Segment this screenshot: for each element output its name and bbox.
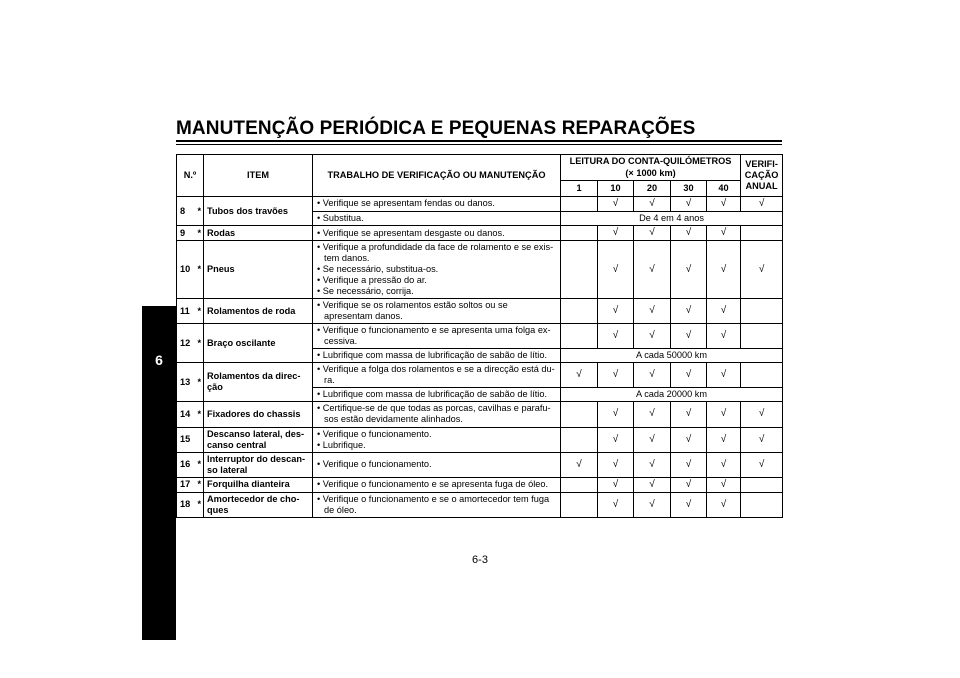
work-line-text: Verifique se os rolamentos estão soltos ou se apresentam danos.	[322, 300, 508, 322]
annual-check-cell	[741, 299, 783, 324]
annual-check-cell	[741, 226, 783, 241]
check-cell: √	[707, 427, 741, 452]
bullet-icon: •	[317, 389, 323, 400]
table-row	[177, 427, 783, 452]
row-star: *	[195, 477, 204, 492]
work-line	[316, 275, 557, 286]
check-cell	[561, 197, 598, 212]
work-line-text: Lubrifique com massa de lubrificação de sabão de lítio.	[322, 389, 547, 400]
check-cell	[561, 402, 598, 427]
row-work	[313, 363, 561, 388]
row-item: Rolamentos de roda	[204, 299, 313, 324]
work-line-text: Verifique a folga dos rolamentos e se a direcção está du-ra.	[322, 364, 555, 386]
maintenance-table	[176, 154, 783, 518]
check-cell: √	[598, 363, 634, 388]
check-cell: √	[671, 226, 707, 241]
row-item: Interruptor do descan-so lateral	[204, 452, 313, 477]
row-number: 10	[177, 241, 195, 299]
work-line-text: Verifique o funcionamento.	[322, 428, 432, 439]
check-cell: √	[707, 492, 741, 517]
row-number: 13	[177, 363, 195, 402]
row-work	[313, 477, 561, 492]
work-line-text: Certifique-se de que todas as porcas, cavilhas e parafu-sos estão devidamente alinhados.	[322, 403, 551, 425]
check-cell: √	[561, 363, 598, 388]
check-cell: √	[634, 241, 671, 299]
header-odometer	[561, 155, 741, 181]
work-line-text: Verifique se apresentam fendas ou danos.	[322, 198, 495, 209]
check-cell: √	[671, 197, 707, 212]
row-work	[313, 241, 561, 299]
bullet-icon: •	[317, 403, 323, 414]
annual-check-cell: √	[741, 452, 783, 477]
check-cell	[561, 324, 598, 349]
row-work	[313, 427, 561, 452]
work-line-text: Verifique o funcionamento e se apresenta fuga de óleo.	[322, 479, 549, 490]
check-cell: √	[707, 299, 741, 324]
row-number: 9	[177, 226, 195, 241]
title-rule-thin	[176, 144, 782, 145]
row-star: *	[195, 492, 204, 517]
annual-check-cell	[741, 363, 783, 388]
check-cell	[561, 492, 598, 517]
row-item: Descanso lateral, des-canso central	[204, 427, 313, 452]
check-cell	[561, 299, 598, 324]
check-cell	[561, 226, 598, 241]
check-cell: √	[707, 226, 741, 241]
check-cell: √	[598, 299, 634, 324]
work-line	[316, 389, 557, 400]
work-line-text: Substitua.	[322, 213, 364, 223]
row-item: Braço oscilante	[204, 324, 313, 363]
annual-check-cell: √	[741, 402, 783, 427]
header-odometer-line2: (× 1000 km)	[625, 167, 676, 178]
row-work	[313, 324, 561, 349]
chapter-number: 6	[155, 352, 163, 368]
work-line-text: Lubrifique com massa de lubrificação de sabão de lítio.	[322, 350, 547, 361]
header-interval: 40	[707, 181, 741, 197]
header-annual-check: VERIFI- CAÇÃO ANUAL	[741, 155, 783, 197]
check-cell: √	[598, 427, 634, 452]
check-cell: √	[634, 427, 671, 452]
annual-check-cell: √	[741, 427, 783, 452]
annual-check-cell	[741, 324, 783, 349]
bullet-icon: •	[317, 213, 323, 223]
title-rule	[176, 140, 782, 142]
check-cell: √	[707, 402, 741, 427]
header-interval: 20	[634, 181, 671, 197]
row-number: 15	[177, 427, 195, 452]
bullet-icon: •	[317, 300, 323, 311]
check-cell: √	[598, 324, 634, 349]
row-star: *	[195, 452, 204, 477]
bullet-icon: •	[317, 286, 323, 297]
work-line-text: Se necessário, substitua-os.	[322, 264, 439, 275]
bullet-icon: •	[317, 227, 323, 238]
row-work	[313, 197, 561, 212]
work-line	[316, 459, 557, 470]
row-work	[313, 388, 561, 402]
row-work	[313, 452, 561, 477]
work-line	[316, 429, 557, 440]
row-star: *	[195, 197, 204, 226]
work-line-text: Verifique a pressão do ar.	[322, 275, 427, 286]
check-cell: √	[707, 197, 741, 212]
row-item: Forquilha dianteira	[204, 477, 313, 492]
table-row	[177, 299, 783, 324]
check-cell: √	[671, 477, 707, 492]
check-cell: √	[671, 402, 707, 427]
work-line	[316, 198, 557, 209]
annual-check-cell: √	[741, 241, 783, 299]
work-line-text: Verifique o funcionamento.	[322, 459, 432, 470]
chapter-tab	[142, 306, 176, 640]
work-line	[316, 213, 557, 224]
work-line	[316, 440, 557, 451]
table-row	[177, 452, 783, 477]
row-item: Rodas	[204, 226, 313, 241]
check-cell	[561, 241, 598, 299]
row-star: *	[195, 363, 204, 402]
row-work	[313, 226, 561, 241]
row-number: 12	[177, 324, 195, 363]
row-number: 14	[177, 402, 195, 427]
check-cell: √	[707, 477, 741, 492]
check-cell: √	[634, 324, 671, 349]
table-row	[177, 241, 783, 299]
work-line	[316, 286, 557, 297]
check-cell: √	[598, 197, 634, 212]
row-star: *	[195, 241, 204, 299]
annual-check-cell: √	[741, 197, 783, 212]
check-cell: √	[634, 197, 671, 212]
row-work	[313, 349, 561, 363]
table-row	[177, 492, 783, 517]
work-line	[316, 479, 557, 490]
check-cell: √	[634, 477, 671, 492]
row-star: *	[195, 324, 204, 363]
check-cell: √	[598, 492, 634, 517]
annual-check-cell	[741, 477, 783, 492]
row-item: Rolamentos da direc-ção	[204, 363, 313, 402]
table-row	[177, 324, 783, 349]
table-row	[177, 226, 783, 241]
check-cell: √	[671, 363, 707, 388]
work-line-text: Verifique o funcionamento e se o amortecedor tem fuga de óleo.	[322, 493, 550, 515]
annual-check-cell	[741, 492, 783, 517]
work-line	[316, 364, 557, 386]
header-no: N.º	[177, 155, 204, 197]
row-work	[313, 212, 561, 226]
header-odometer-line1: LEITURA DO CONTA-QUILÓMETROS	[569, 156, 732, 167]
row-number: 8	[177, 197, 195, 226]
header-interval: 10	[598, 181, 634, 197]
check-cell: √	[671, 492, 707, 517]
check-cell	[561, 477, 598, 492]
row-star: *	[195, 402, 204, 427]
work-line-text: Lubrifique.	[322, 439, 366, 450]
bullet-icon: •	[317, 493, 323, 504]
work-line	[316, 494, 557, 516]
bullet-icon: •	[317, 264, 323, 275]
bullet-icon: •	[317, 459, 323, 470]
check-cell: √	[634, 452, 671, 477]
row-star: *	[195, 226, 204, 241]
table-row	[177, 477, 783, 492]
work-line-text: Verifique se apresentam desgaste ou danos.	[322, 227, 505, 238]
table-row	[177, 197, 783, 212]
work-line	[316, 300, 557, 322]
row-number: 18	[177, 492, 195, 517]
work-line	[316, 264, 557, 275]
bullet-icon: •	[317, 242, 323, 253]
check-cell: √	[598, 477, 634, 492]
check-cell: √	[707, 241, 741, 299]
header-work: TRABALHO DE VERIFICAÇÃO OU MANUTENÇÃO	[313, 155, 561, 197]
interval-span: A cada 50000 km	[561, 349, 783, 363]
bullet-icon: •	[317, 428, 323, 439]
bullet-icon: •	[317, 479, 323, 490]
bullet-icon: •	[317, 364, 323, 375]
check-cell: √	[634, 402, 671, 427]
row-work	[313, 492, 561, 517]
row-star	[195, 427, 204, 452]
row-number: 17	[177, 477, 195, 492]
row-item: Amortecedor de cho-ques	[204, 492, 313, 517]
check-cell: √	[671, 241, 707, 299]
check-cell: √	[707, 363, 741, 388]
work-line	[316, 403, 557, 425]
header-interval: 30	[671, 181, 707, 197]
check-cell: √	[671, 299, 707, 324]
check-cell: √	[671, 452, 707, 477]
work-line	[316, 228, 557, 239]
table-row	[177, 363, 783, 388]
check-cell: √	[707, 324, 741, 349]
check-cell: √	[634, 299, 671, 324]
work-line-text: Verifique a profundidade da face de rolamento e se exis-tem danos.	[322, 242, 554, 264]
bullet-icon: •	[317, 439, 323, 450]
check-cell: √	[634, 492, 671, 517]
row-item: Pneus	[204, 241, 313, 299]
check-cell: √	[598, 452, 634, 477]
row-star: *	[195, 299, 204, 324]
check-cell: √	[598, 226, 634, 241]
bullet-icon: •	[317, 350, 323, 361]
row-number: 11	[177, 299, 195, 324]
check-cell	[561, 427, 598, 452]
table-row	[177, 402, 783, 427]
page-number: 6-3	[472, 554, 488, 566]
row-number: 16	[177, 452, 195, 477]
check-cell: √	[671, 427, 707, 452]
interval-span: A cada 20000 km	[561, 388, 783, 402]
check-cell: √	[634, 363, 671, 388]
bullet-icon: •	[317, 198, 323, 209]
page-title: MANUTENÇÃO PERIÓDICA E PEQUENAS REPARAÇÕES	[176, 118, 696, 139]
work-line	[316, 350, 557, 361]
check-cell: √	[598, 241, 634, 299]
row-work	[313, 299, 561, 324]
bullet-icon: •	[317, 275, 323, 286]
check-cell: √	[634, 226, 671, 241]
bullet-icon: •	[317, 325, 323, 336]
check-cell: √	[707, 452, 741, 477]
work-line-text: Verifique o funcionamento e se apresenta uma folga ex-cessiva.	[322, 325, 551, 347]
header-item: ITEM	[204, 155, 313, 197]
row-item: Tubos dos travões	[204, 197, 313, 226]
row-item: Fixadores do chassis	[204, 402, 313, 427]
check-cell: √	[598, 402, 634, 427]
row-work	[313, 402, 561, 427]
interval-span: De 4 em 4 anos	[561, 212, 783, 226]
work-line	[316, 325, 557, 347]
check-cell: √	[671, 324, 707, 349]
work-line	[316, 242, 557, 264]
work-line-text: Se necessário, corrija.	[322, 286, 414, 297]
header-interval: 1	[561, 181, 598, 197]
check-cell: √	[561, 452, 598, 477]
